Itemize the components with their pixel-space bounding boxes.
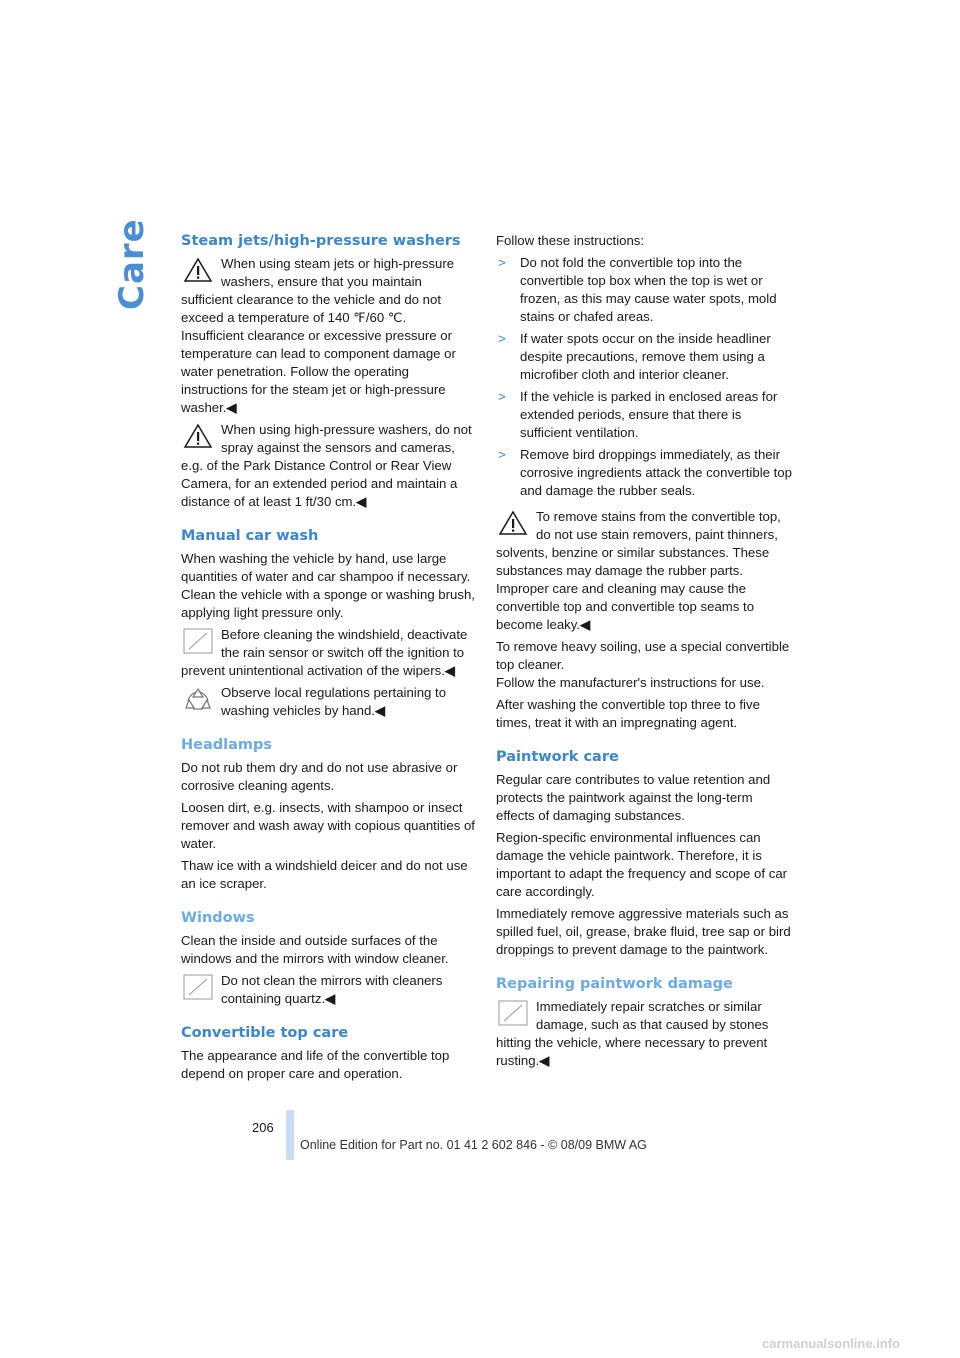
note-text: Immediately repair scratches or similar damage, such as that caused by stones hitting the vehicle, where necessary to prevent rusting. <box>496 999 769 1068</box>
end-mark: ◀ <box>356 494 367 509</box>
instruction-list <box>496 254 792 500</box>
heading-paintwork: Paintwork care <box>496 749 619 765</box>
paragraph: After washing the convertible top three to five times, treat it with an impregnating agent. <box>496 697 760 730</box>
list-item <box>496 330 792 384</box>
end-mark: ◀ <box>580 617 591 632</box>
paragraph: The appearance and life of the convertible top depend on proper care and operation. <box>181 1048 450 1081</box>
list-item-text: If water spots occur on the inside headliner despite precautions, remove them using a microfiber cloth and interior cleaner. <box>520 331 771 382</box>
note-text: Before cleaning the windshield, deactivate the rain sensor or switch off the ignition to prevent unintentional activation of the wipers. <box>181 627 468 678</box>
section-windows <box>181 909 477 1008</box>
heading-headlamps: Headlamps <box>181 737 273 753</box>
side-title: Care <box>112 218 152 310</box>
paragraph: Follow these instructions: <box>496 233 645 248</box>
environment-note <box>181 684 477 720</box>
right-column <box>496 232 792 1086</box>
paragraph: Thaw ice with a windshield deicer and do not use an ice scraper. <box>181 858 468 891</box>
bullet-marker: > <box>498 255 506 270</box>
section-manual-wash <box>181 527 477 720</box>
info-note <box>496 998 792 1070</box>
warning-icon <box>498 510 528 536</box>
warning-icon <box>183 423 213 449</box>
section-paintwork <box>496 748 792 959</box>
info-note <box>181 972 477 1008</box>
warning-note <box>496 508 792 634</box>
heading-steam: Steam jets/high-pressure washers <box>181 233 461 249</box>
heading-windows: Windows <box>181 910 255 926</box>
warning-text: When using steam jets or high-pressure washers, ensure that you maintain sufficient clearance to the vehicle and do not exceed a temperature of 140 ℉/60 ℃. <box>181 256 455 325</box>
warning-text: When using high-pressure washers, do not spray against the sensors and cameras, e.g. of the Park Distance Control or Rear View Camera, for an extended period and maintain a distance of at least 1 ft/30 cm. <box>181 422 472 509</box>
end-mark: ◀ <box>374 703 386 718</box>
warning-note <box>181 421 477 511</box>
bullet-marker: > <box>498 331 506 346</box>
paragraph: Regular care contributes to value retention and protects the paintwork against the long-term effects of damaging substances. <box>496 772 771 823</box>
bullet-marker: > <box>498 447 506 462</box>
warning-text-2: Insufficient clearance or excessive pressure or temperature can lead to component damage or water penetration. Follow the operating instructions for the steam jet or high-pressure washer. <box>181 328 456 415</box>
list-item-text: Remove bird droppings immediately, as their corrosive ingredients attack the convertible top and damage the rubber seals. <box>520 447 792 498</box>
paragraph: Do not rub them dry and do not use abrasive or corrosive cleaning agents. <box>181 760 458 793</box>
section-repair <box>496 975 792 1070</box>
left-column <box>181 232 477 1099</box>
end-mark: ◀ <box>539 1053 550 1068</box>
note-icon <box>183 974 213 1000</box>
end-mark: ◀ <box>226 400 237 415</box>
environment-text: Observe local regulations pertaining to washing vehicles by hand. <box>221 685 447 718</box>
note-icon <box>498 1000 528 1026</box>
list-item-text: Do not fold the convertible top into the convertible top box when the top is wet or frozen, as this may cause water spots, mold stains or chafed areas. <box>520 255 777 324</box>
paragraph: To remove heavy soiling, use a special convertible top cleaner. <box>496 639 790 672</box>
heading-repair: Repairing paintwork damage <box>496 976 733 992</box>
watermark: carmanualsonline.info <box>762 1336 900 1351</box>
paragraph: When washing the vehicle by hand, use large quantities of water and car shampoo if necessary. Clean the vehicle with a sponge or washing brush, applying light pressure only. <box>181 551 475 620</box>
footer-text: Online Edition for Part no. 01 41 2 602 846 - © 08/09 BMW AG <box>300 1138 647 1152</box>
heading-manual-wash: Manual car wash <box>181 528 319 544</box>
section-convertible-top <box>181 1024 477 1083</box>
info-note <box>181 626 477 680</box>
end-mark: ◀ <box>444 663 456 678</box>
list-item <box>496 388 792 442</box>
warning-note <box>181 255 477 417</box>
note-text: Do not clean the mirrors with cleaners containing quartz. <box>221 973 443 1006</box>
warning-text: To remove stains from the convertible top, do not use stain removers, paint thinners, solvents, benzine or similar substances. These substances may damage the rubber parts. Improper care and cleaning may cause the convertible top and convertible top seams to become leaky. <box>496 509 781 632</box>
list-item <box>496 254 792 326</box>
paragraph: Region-specific environmental influences can damage the vehicle paintwork. Therefore, it is important to adapt the frequency and scope of car care accordingly. <box>496 830 788 899</box>
end-mark: ◀ <box>325 991 336 1006</box>
list-item <box>496 446 792 500</box>
note-icon <box>183 628 213 654</box>
recycle-icon <box>183 686 213 712</box>
list-item-text: If the vehicle is parked in enclosed areas for extended periods, ensure that there is sufficient ventilation. <box>520 389 778 440</box>
bullet-marker: > <box>498 389 506 404</box>
footer-bar <box>286 1110 294 1160</box>
paragraph: Immediately remove aggressive materials such as spilled fuel, oil, grease, brake fluid, tree sap or bird droppings to prevent damage to the paintwork. <box>496 906 791 957</box>
paragraph: Loosen dirt, e.g. insects, with shampoo or insect remover and wash away with copious quantities of water. <box>181 800 475 851</box>
heading-convertible-top: Convertible top care <box>181 1025 349 1041</box>
paragraph: Clean the inside and outside surfaces of the windows and the mirrors with window cleaner. <box>181 933 449 966</box>
paragraph: Follow the manufacturer's instructions for use. <box>496 675 765 690</box>
warning-icon <box>183 257 213 283</box>
page-number: 206 <box>252 1120 274 1135</box>
section-steam <box>181 232 477 511</box>
section-headlamps <box>181 736 477 893</box>
